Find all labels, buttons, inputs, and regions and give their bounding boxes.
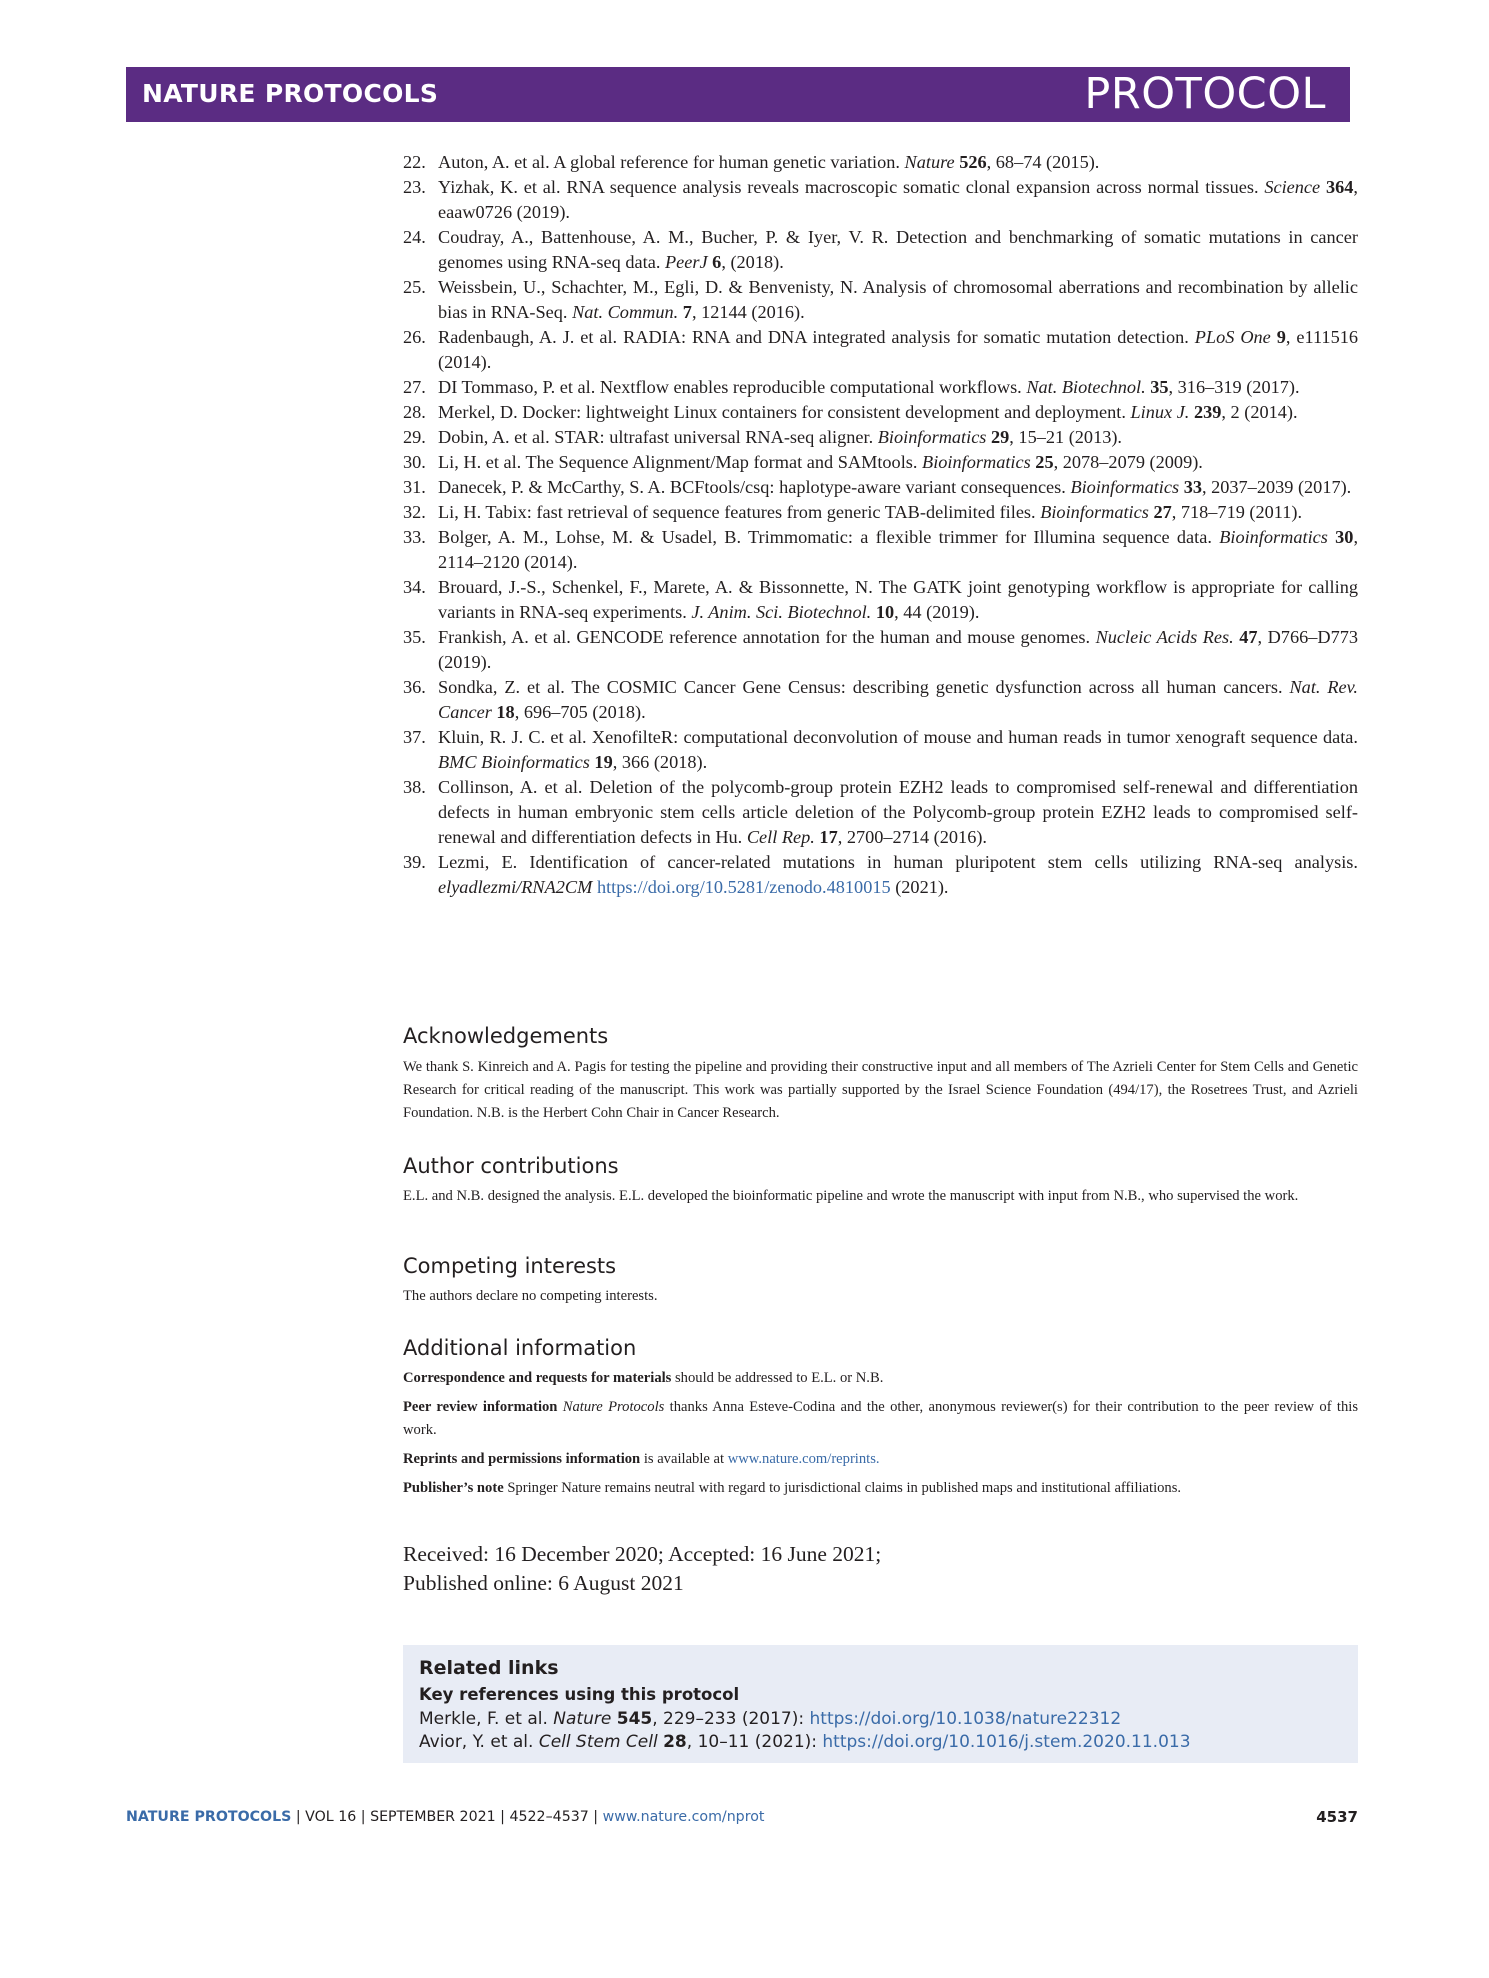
- header-bar: [126, 67, 1350, 122]
- reference-segment: Radenbaugh, A. J. et al. RADIA: RNA and DNA integrated analysis for somatic mutation detection.: [438, 327, 1195, 347]
- reference-volume: 526: [959, 152, 987, 172]
- reference-text: [438, 400, 1358, 425]
- reference-segment: DI Tommaso, P. et al. Nextflow enables reproducible computational workflows.: [438, 377, 1027, 397]
- reprints-label: Reprints and permissions information: [403, 1451, 641, 1467]
- related-link-pages: , 229–233 (2017):: [652, 1709, 810, 1729]
- reference-journal: Nature: [904, 152, 955, 172]
- footer-date: SEPTEMBER 2021: [370, 1809, 496, 1825]
- reference-item: [403, 475, 1358, 500]
- reference-number: 31.: [403, 477, 426, 497]
- reference-item: [403, 275, 1358, 325]
- reference-journal: Bioinformatics: [1040, 502, 1149, 522]
- reference-item: [403, 675, 1358, 725]
- reference-segment: , 15–21 (2013).: [1009, 427, 1123, 447]
- related-links-title: Related links: [419, 1657, 559, 1679]
- reference-volume: 10: [875, 602, 895, 622]
- reference-text: [438, 775, 1358, 850]
- reference-journal: Bioinformatics: [1070, 477, 1180, 497]
- reference-segment: Kluin, R. J. C. et al. XenofilteR: computational deconvolution of mouse and human reads in tumor xenograft sequence data.: [438, 727, 1358, 747]
- reference-volume: 239: [1193, 402, 1222, 422]
- reference-item: [403, 525, 1358, 575]
- reference-journal: PLoS One: [1194, 327, 1271, 347]
- reference-text: [438, 425, 1358, 450]
- reference-item: [403, 175, 1358, 225]
- related-link-url[interactable]: https://doi.org/10.1016/j.stem.2020.11.013: [822, 1732, 1191, 1752]
- reference-segment: Frankish, A. et al. GENCODE reference annotation for the human and mouse genomes.: [438, 627, 1096, 647]
- reference-segment: , 68–74 (2015).: [986, 152, 1100, 172]
- reference-text: [438, 375, 1358, 400]
- reference-segment: Brouard, J.-S., Schenkel, F., Marete, A. & Bissonnette, N. The GATK joint genotyping workflow is appropriate for calling variants in RNA-seq experiments.: [438, 577, 1358, 622]
- reference-segment: , 2700–2714 (2016).: [837, 827, 987, 847]
- reprints-text: is available at: [640, 1451, 728, 1467]
- reference-segment: Auton, A. et al. A global reference for human genetic variation.: [438, 152, 905, 172]
- footer-journal: NATURE PROTOCOLS: [126, 1809, 292, 1825]
- reference-item: [403, 400, 1358, 425]
- reference-journal: Cell Rep.: [746, 827, 815, 847]
- reference-volume: 7: [682, 302, 692, 322]
- footer-separator: |: [291, 1809, 306, 1825]
- reference-number: 32.: [403, 502, 426, 522]
- correspondence-paragraph: [403, 1367, 1358, 1390]
- reference-segment: Dobin, A. et al. STAR: ultrafast universal RNA-seq aligner.: [438, 427, 878, 447]
- footer-pages: 4522–4537: [509, 1809, 589, 1825]
- reference-text: [438, 450, 1358, 475]
- reference-segment: , e111516 (2014).: [438, 327, 1358, 372]
- related-link-url[interactable]: https://doi.org/10.1038/nature22312: [809, 1709, 1122, 1729]
- article-type: PROTOCOL: [1084, 69, 1326, 119]
- related-link-pages: , 10–11 (2021):: [686, 1732, 823, 1752]
- reference-list: [403, 150, 1358, 900]
- footer-separator: |: [495, 1809, 510, 1825]
- reference-item: [403, 625, 1358, 675]
- reference-item: [403, 150, 1358, 175]
- reference-journal: Nucleic Acids Res.: [1095, 627, 1234, 647]
- reference-segment: , 718–719 (2011).: [1171, 502, 1303, 522]
- reference-text: [438, 725, 1358, 775]
- related-link-authors: Merkle, F. et al.: [419, 1709, 554, 1729]
- correspondence-label: Correspondence and requests for materials: [403, 1370, 672, 1386]
- reference-number: 24.: [403, 227, 426, 247]
- competing-interests-heading: Competing interests: [403, 1254, 617, 1278]
- reference-volume: 47: [1239, 627, 1258, 647]
- reference-journal: Bioinformatics: [877, 427, 987, 447]
- related-link-journal: Cell Stem Cell: [538, 1732, 658, 1752]
- reference-number: 23.: [403, 177, 426, 197]
- reference-segment: , (2018).: [721, 252, 784, 272]
- related-link-journal: Nature: [553, 1709, 612, 1729]
- footer-volume: VOL 16: [305, 1809, 357, 1825]
- reference-volume: 35: [1150, 377, 1169, 397]
- reference-number: 28.: [403, 402, 426, 422]
- reference-segment: Collinson, A. et al. Deletion of the polycomb-group protein EZH2 leads to compromised self-renewal and differentiation defects in human embryonic stem cells article deletion of the Polycomb-group protein EZH2 leads to compromised self-renewal and differentiation defects in Hu.: [438, 777, 1358, 847]
- correspondence-text: should be addressed to E.L. or N.B.: [671, 1370, 884, 1386]
- reference-item: [403, 450, 1358, 475]
- related-link-item: [419, 1732, 1191, 1752]
- peer-review-journal: Nature Protocols: [562, 1399, 665, 1415]
- reference-journal: Bioinformatics: [922, 452, 1031, 472]
- reference-item: [403, 375, 1358, 400]
- peer-review-text: thanks Anna Esteve-Codina and the other, anonymous reviewer(s) for their contribution to the peer review of this work.: [403, 1399, 1358, 1438]
- publication-dates: [403, 1540, 881, 1598]
- footer-separator: |: [356, 1809, 371, 1825]
- publisher-note-paragraph: [403, 1477, 1358, 1500]
- reference-segment: , 2037–2039 (2017).: [1201, 477, 1352, 497]
- reference-volume: 9: [1276, 327, 1286, 347]
- related-link-volume: 28: [663, 1732, 687, 1752]
- reference-segment: Li, H. et al. The Sequence Alignment/Map format and SAMtools.: [438, 452, 923, 472]
- reference-volume: 18: [496, 702, 515, 722]
- publisher-note-label: Publisher’s note: [403, 1480, 504, 1496]
- reference-segment: , eaaw0726 (2019).: [438, 177, 1358, 222]
- footer: [126, 1809, 764, 1825]
- reference-journal: PeerJ: [664, 252, 708, 272]
- competing-interests-text: The authors declare no competing interests.: [403, 1288, 658, 1304]
- reference-segment: , 2 (2014).: [1221, 402, 1298, 422]
- published-online-line: Published online: 6 August 2021: [403, 1571, 684, 1595]
- reference-segment: , 366 (2018).: [612, 752, 708, 772]
- reference-text: [438, 850, 1358, 900]
- reference-volume: 17: [819, 827, 838, 847]
- reference-segment: Yizhak, K. et al. RNA sequence analysis reveals macroscopic somatic clonal expansion across normal tissues.: [438, 177, 1265, 197]
- reference-volume: 30: [1335, 527, 1354, 547]
- reference-item: [403, 425, 1358, 450]
- reference-text: [438, 175, 1358, 225]
- reference-text: [438, 325, 1358, 375]
- received-accepted-line: Received: 16 December 2020; Accepted: 16 June 2021;: [403, 1542, 882, 1566]
- additional-information-body: [403, 1367, 1358, 1506]
- reference-text: [438, 500, 1358, 525]
- journal-name: NATURE PROTOCOLS: [142, 79, 439, 108]
- reference-number: 37.: [403, 727, 426, 747]
- reference-segment: Weissbein, U., Schachter, M., Egli, D. & Benvenisty, N. Analysis of chromosomal aberrations and recombination by allelic bias in RNA-Seq.: [438, 277, 1358, 322]
- reference-journal: Bioinformatics: [1219, 527, 1328, 547]
- reference-volume: 364: [1325, 177, 1354, 197]
- publisher-note-text: Springer Nature remains neutral with regard to jurisdictional claims in published maps and institutional affiliations.: [503, 1480, 1182, 1496]
- reference-segment: Sondka, Z. et al. The COSMIC Cancer Gene Census: describing genetic dysfunction across all human cancers.: [438, 677, 1290, 697]
- page-number: 4537: [1316, 1808, 1358, 1826]
- reference-text: [438, 575, 1358, 625]
- reference-journal: BMC Bioinformatics: [438, 752, 590, 772]
- peer-review-label: Peer review information: [403, 1399, 558, 1415]
- reference-text: [438, 675, 1358, 725]
- reference-number: 27.: [403, 377, 426, 397]
- reference-segment: Merkel, D. Docker: lightweight Linux containers for consistent development and deployment.: [438, 402, 1131, 422]
- author-contributions-text: E.L. and N.B. designed the analysis. E.L. developed the bioinformatic pipeline and wrote the manuscript with input from N.B., who supervised the work.: [403, 1188, 1299, 1204]
- reference-number: 26.: [403, 327, 426, 347]
- reprints-link[interactable]: www.nature.com/reprints.: [727, 1451, 880, 1467]
- reference-text: [438, 225, 1358, 275]
- reference-text: [438, 525, 1358, 575]
- reference-segment: Coudray, A., Battenhouse, A. M., Bucher, P. & Iyer, V. R. Detection and benchmarking of somatic mutations in cancer genomes using RNA-seq data.: [438, 227, 1358, 272]
- reference-item: [403, 325, 1358, 375]
- reference-journal: Science: [1264, 177, 1321, 197]
- reference-volume: 33: [1183, 477, 1202, 497]
- reference-text: [438, 275, 1358, 325]
- reference-journal: Nat. Biotechnol.: [1026, 377, 1146, 397]
- reference-segment: , D766–D773 (2019).: [438, 627, 1358, 672]
- footer-separator: |: [588, 1809, 603, 1825]
- related-links-subtitle: Key references using this protocol: [419, 1685, 740, 1704]
- reference-segment: , 316–319 (2017).: [1168, 377, 1300, 397]
- reference-text: [438, 150, 1358, 175]
- reference-number: 25.: [403, 277, 426, 297]
- reference-number: 39.: [403, 852, 426, 872]
- reference-item: [403, 725, 1358, 775]
- reference-segment: , 44 (2019).: [894, 602, 980, 622]
- reference-segment: , 696–705 (2018).: [514, 702, 646, 722]
- reference-volume: 27: [1153, 502, 1172, 522]
- reference-segment: , 2114–2120 (2014).: [438, 527, 1359, 572]
- reference-segment: Bolger, A. M., Lohse, M. & Usadel, B. Trimmomatic: a flexible trimmer for Illumina sequence data.: [438, 527, 1220, 547]
- reference-journal: elyadlezmi/RNA2CM: [438, 877, 593, 897]
- reference-volume: 6: [712, 252, 722, 272]
- reference-text: [438, 475, 1358, 500]
- reference-volume: 19: [594, 752, 613, 772]
- acknowledgements-text: We thank S. Kinreich and A. Pagis for testing the pipeline and providing their constructive input and all members of The Azrieli Center for Stem Cells and Genetic Research for critical reading of the manuscript. This work was partially supported by the Israel Science Foundation (494/17), the Rosetrees Trust, and Azrieli Foundation. N.B. is the Herbert Cohn Chair in Cancer Research.: [403, 1059, 1358, 1121]
- reference-item: [403, 575, 1358, 625]
- reference-journal: Linux J.: [1130, 402, 1190, 422]
- reference-number: 35.: [403, 627, 426, 647]
- reference-number: 33.: [403, 527, 426, 547]
- reference-item: [403, 225, 1358, 275]
- reference-journal: Nat. Rev. Cancer: [438, 677, 1358, 722]
- related-links-box: [403, 1645, 1358, 1763]
- reference-text: [438, 625, 1358, 675]
- reference-number: 34.: [403, 577, 426, 597]
- reference-item: [403, 775, 1358, 850]
- reference-segment: (2021).: [890, 877, 949, 897]
- reference-segment: Danecek, P. & McCarthy, S. A. BCFtools/csq: haplotype-aware variant consequences.: [438, 477, 1071, 497]
- reference-item: [403, 500, 1358, 525]
- reference-number: 30.: [403, 452, 426, 472]
- reference-segment: , 12144 (2016).: [691, 302, 805, 322]
- related-link-item: [419, 1709, 1121, 1729]
- additional-information-heading: Additional information: [403, 1336, 637, 1360]
- reference-item: [403, 850, 1358, 900]
- related-link-authors: Avior, Y. et al.: [419, 1732, 539, 1752]
- reference-number: 38.: [403, 777, 426, 797]
- reference-segment: Li, H. Tabix: fast retrieval of sequence features from generic TAB-delimited files.: [438, 502, 1041, 522]
- reference-segment: Lezmi, E. Identification of cancer-related mutations in human pluripotent stem cells utilizing RNA-seq analysis.: [438, 852, 1358, 872]
- reference-segment: , 2078–2079 (2009).: [1053, 452, 1203, 472]
- reference-volume: 29: [991, 427, 1010, 447]
- reference-link[interactable]: https://doi.org/10.5281/zenodo.4810015: [596, 877, 891, 897]
- reference-number: 22.: [403, 152, 426, 172]
- reference-number: 36.: [403, 677, 426, 697]
- reference-journal: J. Anim. Sci. Biotechnol.: [691, 602, 872, 622]
- reprints-paragraph: [403, 1448, 1358, 1471]
- footer-url[interactable]: www.nature.com/nprot: [602, 1809, 765, 1825]
- reference-number: 29.: [403, 427, 426, 447]
- acknowledgements-heading: Acknowledgements: [403, 1024, 609, 1048]
- reference-volume: 25: [1035, 452, 1054, 472]
- related-link-volume: 545: [616, 1709, 653, 1729]
- peer-review-paragraph: [403, 1396, 1358, 1442]
- reference-journal: Nat. Commun.: [572, 302, 679, 322]
- author-contributions-heading: Author contributions: [403, 1154, 619, 1178]
